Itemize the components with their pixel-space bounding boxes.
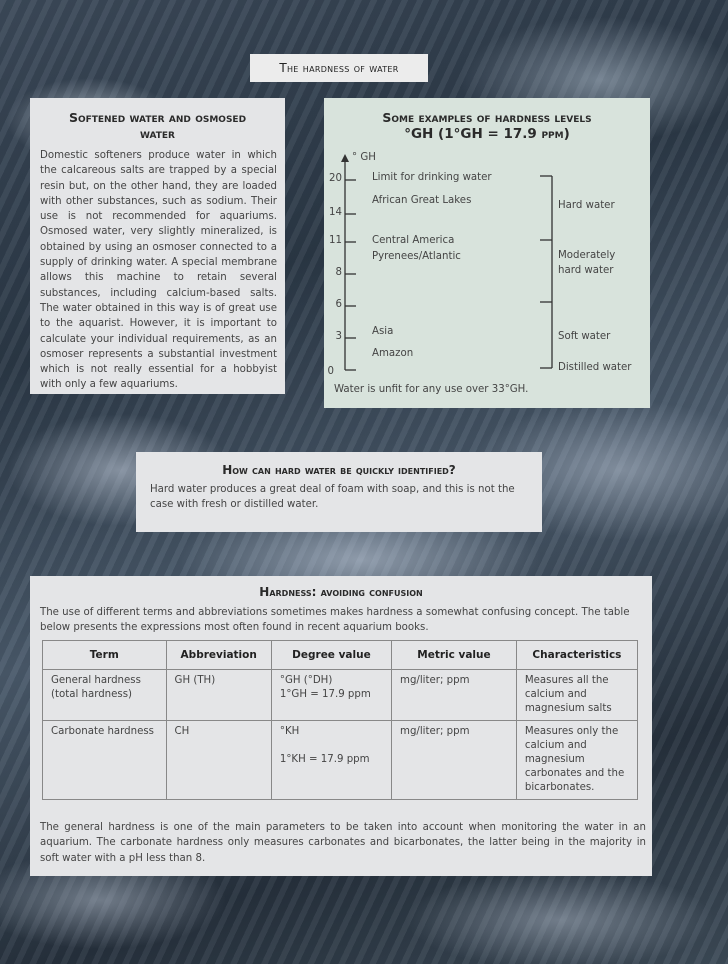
degree-cell: °KH 1°KH = 17.9 ppm xyxy=(271,721,391,800)
hardness-table xyxy=(42,640,638,800)
quick-identification-panel xyxy=(136,452,542,532)
softened-water-title: Softened water and osmosed water xyxy=(68,110,247,141)
confusion-outro: The general hardness is one of the main parameters to be taken into account when monitoring the water in an aquarium. The carbonate hardness only measures carbonates and bicarbonates, the latter being in the majority in soft water with a pH less than 8. xyxy=(40,822,646,864)
softened-water-body: Domestic softeners produce water in which the calcareous salts are trapped by a special resin but, on the other hand, they are loaded with other substances, such as sodium. Their use is not recommended for aquariums. Osmosed water, very slightly mineralized, is obtained by using an osmoser connected to a supply of drinking water. A special membrane allows this machine to retain several substances, including calcium-based salts. The water obtained in this way is of great use to the aquarist. However, it is important to calculate your individual requirements, as an osmoser represents a substantial investment which is not really essential for a hobbyist with only a few aquariums. xyxy=(40,150,277,391)
hardness-confusion-panel xyxy=(30,576,652,876)
range-moderate: Moderately xyxy=(558,250,616,261)
abbreviation-cell: CH xyxy=(166,721,271,800)
metric-cell: mg/liter; ppm xyxy=(392,670,517,721)
confusion-intro: The use of different terms and abbreviations sometimes makes hardness a somewhat confusing concept. The table below presents the expressions most often found in recent aquarium books. xyxy=(40,607,630,634)
example-label: Asia xyxy=(372,326,394,337)
column-header: Degree value xyxy=(271,641,391,670)
tick-label: 11 xyxy=(329,235,342,246)
characteristics-cell: Measures all the calcium and magnesium salts xyxy=(516,670,637,721)
softened-water-panel xyxy=(30,98,285,394)
abbreviation-cell: GH (TH) xyxy=(166,670,271,721)
degree-cell: °GH (°DH) 1°GH = 17.9 ppm xyxy=(271,670,391,721)
hardness-levels-panel xyxy=(324,98,650,408)
tick-label: 3 xyxy=(335,331,342,342)
term-cell: General hardness (total hardness) xyxy=(43,670,167,721)
hardness-levels-title: Some examples of hardness levels °GH (1°GH = 17.9 ppm) xyxy=(382,110,592,142)
quick-title: How can hard water be quickly identified? xyxy=(222,463,456,477)
column-header: Metric value xyxy=(392,641,517,670)
confusion-title: Hardness: avoiding confusion xyxy=(259,585,423,599)
page-title: The hardness of water xyxy=(250,54,428,82)
table-row xyxy=(43,670,638,721)
table-row xyxy=(43,721,638,800)
range-hard: Hard water xyxy=(558,200,615,211)
tick-label: 6 xyxy=(335,299,342,310)
example-label: Amazon xyxy=(372,348,414,359)
quick-body: Hard water produces a great deal of foam with soap, and this is not the case with fresh or distilled water. xyxy=(150,484,515,511)
axis-unit: ° GH xyxy=(352,152,376,163)
tick-label: 14 xyxy=(329,207,342,218)
metric-cell: mg/liter; ppm xyxy=(392,721,517,800)
range-moderate: hard water xyxy=(558,265,614,276)
column-header: Characteristics xyxy=(516,641,637,670)
tick-label: 0 xyxy=(327,366,334,377)
hardness-note: Water is unfit for any use over 33°GH. xyxy=(334,384,529,395)
example-label: Central America xyxy=(372,235,455,246)
range-soft: Soft water xyxy=(558,331,611,342)
example-label: Limit for drinking water xyxy=(372,172,492,183)
characteristics-cell: Measures only the calcium and magnesium carbonates and the bicarbonates. xyxy=(516,721,637,800)
tick-label: 8 xyxy=(335,267,342,278)
range-distilled: Distilled water xyxy=(558,362,632,373)
tick-label: 20 xyxy=(329,173,342,184)
example-label: African Great Lakes xyxy=(372,195,472,206)
column-header: Abbreviation xyxy=(166,641,271,670)
table-header-row xyxy=(43,641,638,670)
term-cell: Carbonate hardness xyxy=(43,721,167,800)
column-header: Term xyxy=(43,641,167,670)
example-label: Pyrenees/Atlantic xyxy=(372,251,461,262)
